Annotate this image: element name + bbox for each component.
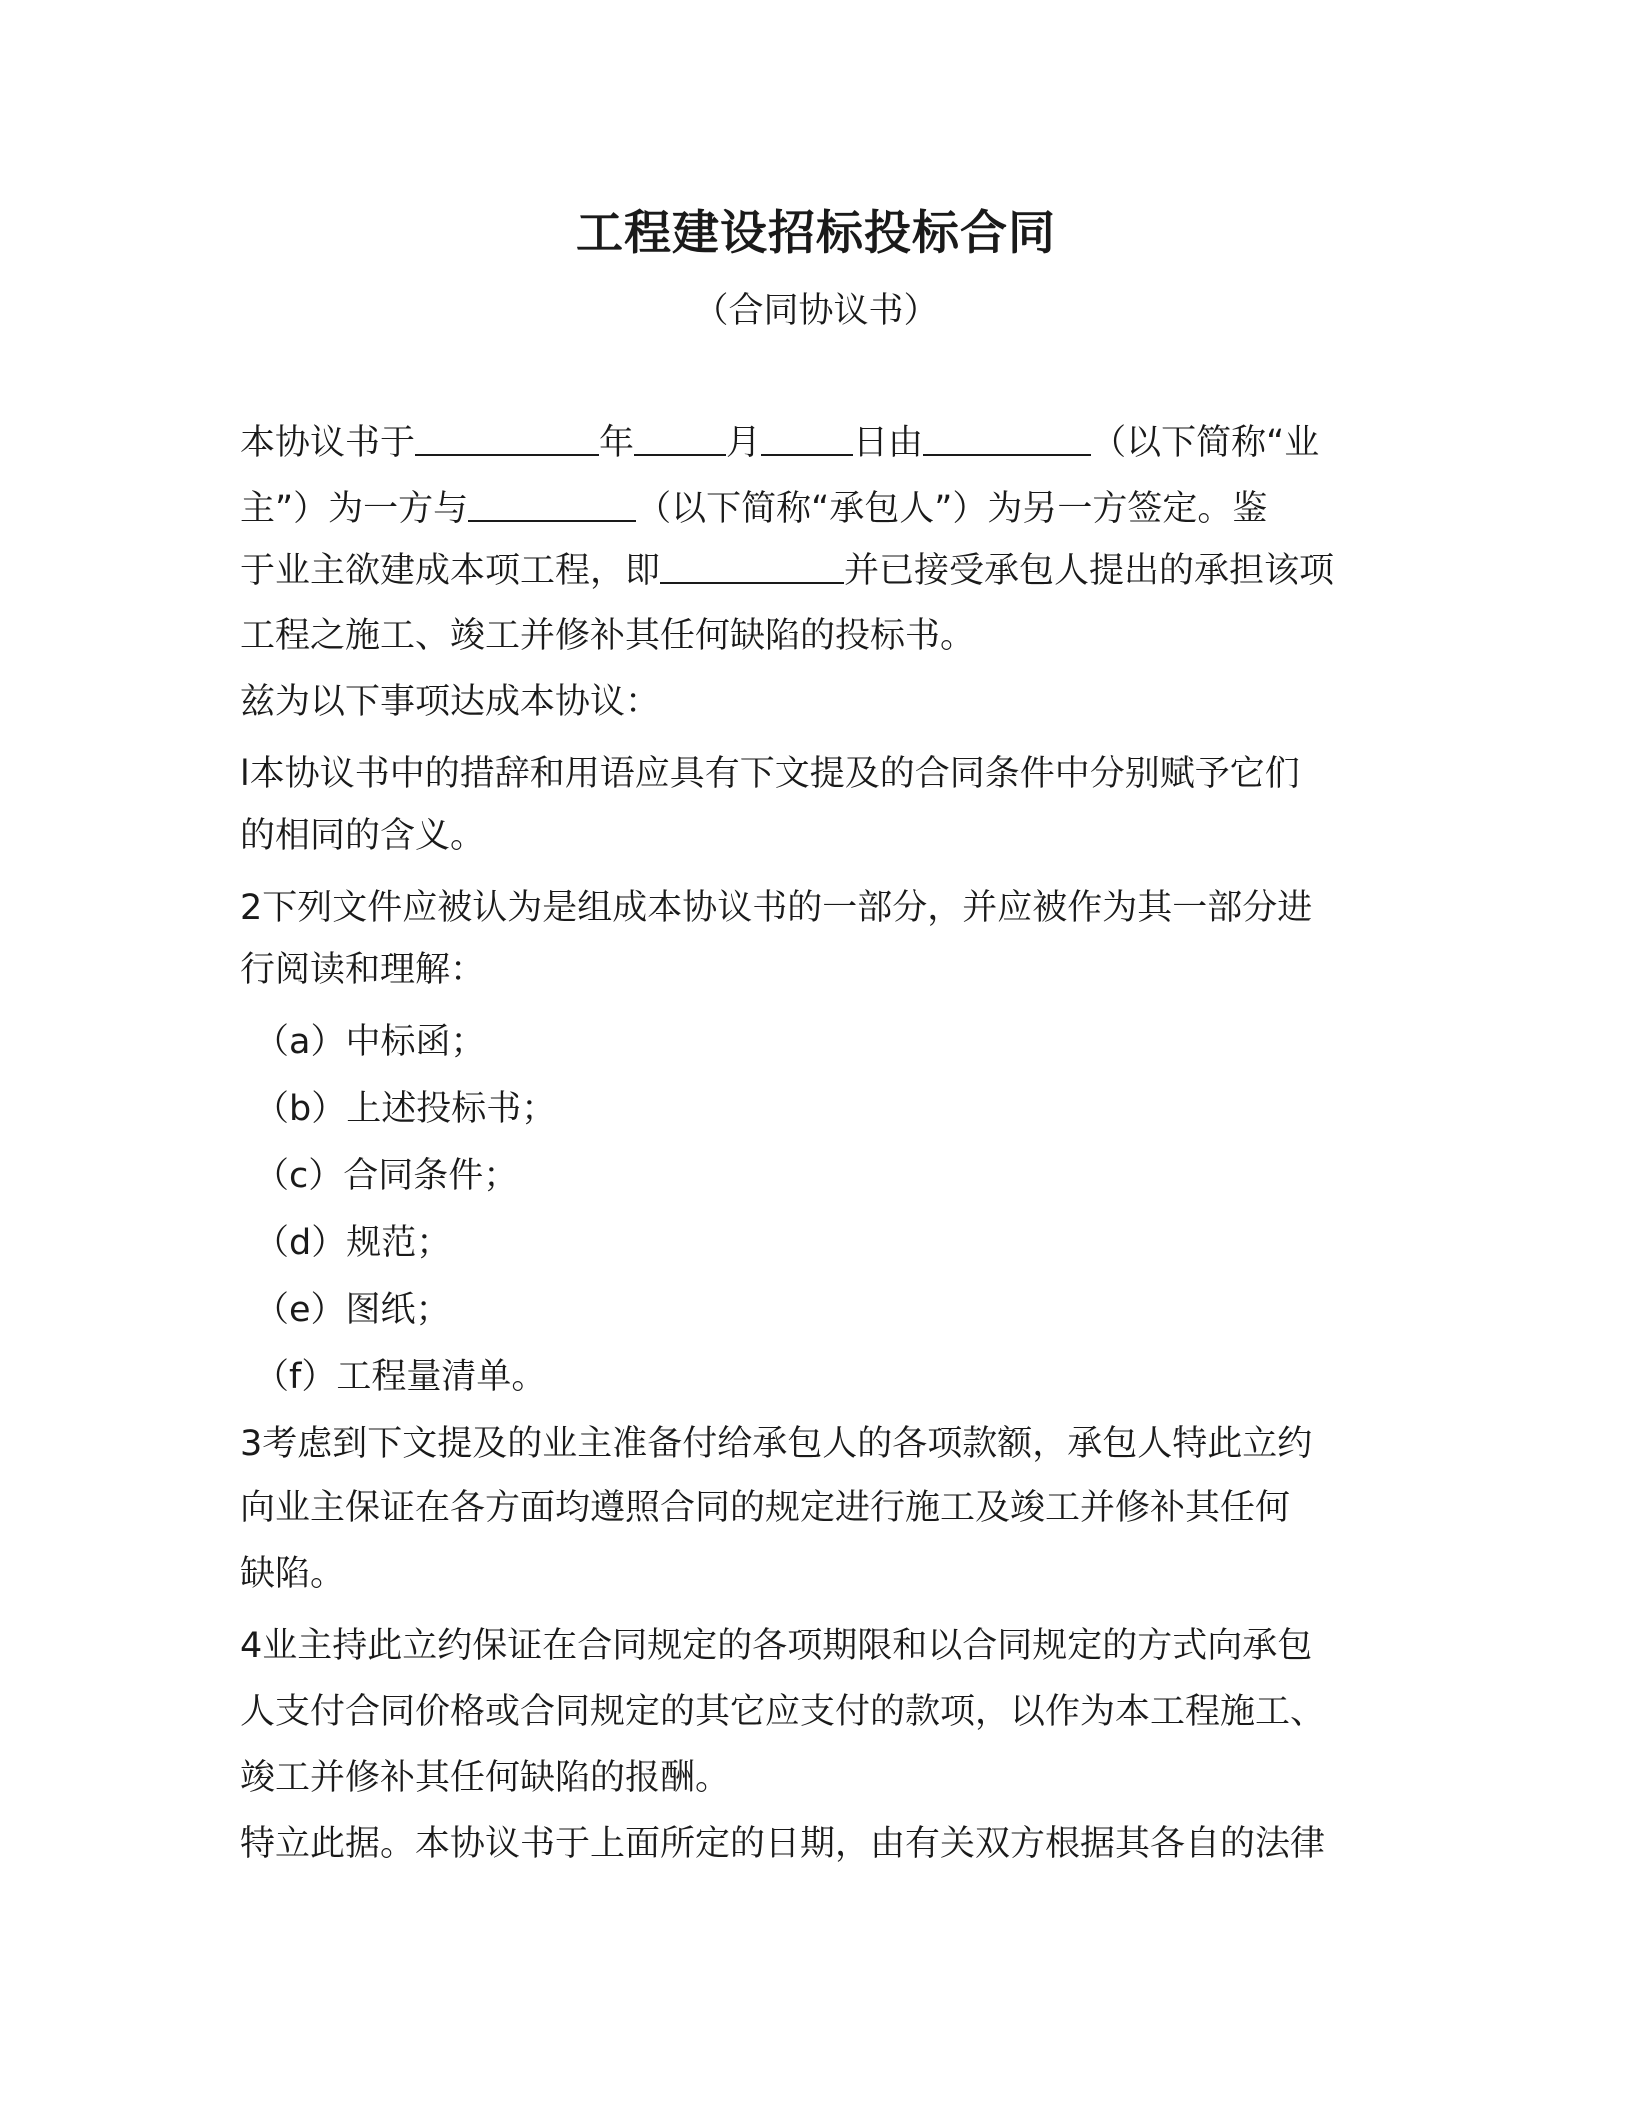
intro-line-3	[240, 546, 1334, 593]
list-item: （d）规范；	[254, 1223, 452, 1263]
intro-text: 于业主欲建成本项工程，即	[240, 551, 661, 591]
closing-line: 特立此据。本协议书于上面所定的日期，由有关双方根据其各自的法律	[240, 1824, 1326, 1864]
date-month-blank	[634, 418, 726, 456]
intro-text: 本协议书于	[240, 423, 416, 463]
project-name-blank	[660, 546, 844, 584]
list-item: （b）上述投标书；	[254, 1089, 557, 1129]
intro-line-2	[240, 484, 1267, 531]
document-subtitle: （合同协议书）	[693, 291, 939, 331]
intro-text: 日由	[853, 423, 924, 463]
intro-text: 月	[726, 423, 762, 463]
contractor-name-blank	[468, 484, 636, 522]
intro-text: （以下简称“业	[1091, 423, 1320, 463]
list-item: （f）工程量清单。	[254, 1357, 547, 1397]
intro-text: 并已接受承包人提出的承担该项	[844, 551, 1335, 591]
clause-4-line: 竣工并修补其任何缺陷的报酬。	[240, 1758, 731, 1798]
intro-text: 主”）为一方与	[240, 489, 469, 529]
intro-line-4: 工程之施工、竣工并修补其任何缺陷的投标书。	[240, 616, 976, 656]
clause-2-line: 行阅读和理解：	[240, 950, 486, 990]
owner-name-blank	[923, 418, 1091, 456]
agreement-intro: 兹为以下事项达成本协议：	[240, 682, 661, 722]
clause-2-line: 2下列文件应被认为是组成本协议书的一部分，并应被作为其一部分进	[240, 888, 1313, 928]
document-title: 工程建设招标投标合同	[576, 206, 1056, 261]
list-item: （a）中标函；	[254, 1022, 486, 1062]
date-day-blank	[761, 418, 853, 456]
clause-1-line: l本协议书中的措辞和用语应具有下文提及的合同条件中分别赋予它们	[240, 754, 1300, 794]
intro-text: 年	[599, 423, 635, 463]
list-item: （e）图纸；	[254, 1290, 451, 1330]
clause-3-line: 向业主保证在各方面均遵照合同的规定进行施工及竣工并修补其任何	[240, 1488, 1291, 1528]
list-item: （c）合同条件；	[254, 1156, 519, 1196]
clause-4-line: 人支付合同价格或合同规定的其它应支付的款项，以作为本工程施工、	[240, 1692, 1326, 1732]
intro-line-1	[240, 418, 1319, 465]
clause-4-line: 4业主持此立约保证在合同规定的各项期限和以合同规定的方式向承包	[240, 1626, 1313, 1666]
clause-1-line: 的相同的含义。	[240, 816, 486, 856]
clause-3-line: 3考虑到下文提及的业主准备付给承包人的各项款额，承包人特此立约	[240, 1424, 1313, 1464]
intro-text: （以下简称“承包人”）为另一方签定。鉴	[636, 489, 1268, 529]
date-year-blank	[415, 418, 599, 456]
clause-3-line: 缺陷。	[240, 1554, 346, 1594]
